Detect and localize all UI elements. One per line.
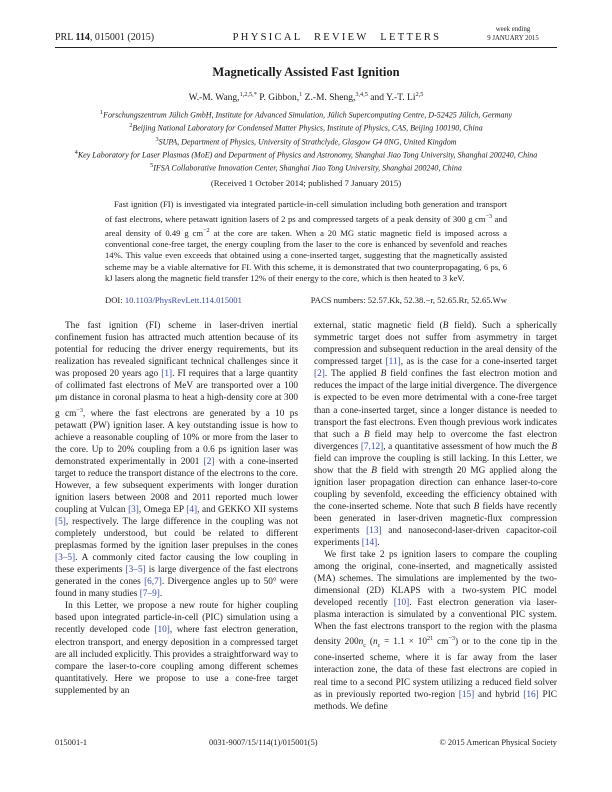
body-paragraph: The fast ignition (FI) scheme in laser-driven inertial confinement fusion has attracted much attention because of its potential for reducing the driver energy requirements, but its realization has revealed significant technical challenges since it was proposed 20 years ago [1]. FI requires that a large quantity of collimated fast electrons of MeV are transported over a 100 μm distance in coronal plasma to heat a high-density core at 300 g $cm^{-3}$, where the fast electrons are generated by a 10 ps petawatt (PW) ignition laser. A key outstanding issue is how to achieve a reasonable coupling of 10% or more from the laser to the core. Up to 20% coupling from a 0.6 ps ignition laser was demonstrated experimentally in 2001 [2] with a cone-inserted target to reduce the transport distance of the electrons to the core. However, a few subsequent experiments with longer duration ignition lasers between 2008 and 2011 reported much lower coupling at Vulcan [3], Omega EP [4], and GEKKO XII systems [5], respectively. The large difference in the coupling was not completely understood, but could be related to different preplasmas formed by the ignition laser prepulses in the cones [3–5]. A commonly cited factor causing the low coupling in these experiments [3–5] is large divergence of the fast electrons generated in the cones [6,7]. Divergence angles up to 50° were found in many studies [7–9]. bbox=[55, 321, 299, 600]
paper-title: Magnetically Assisted Fast Ignition bbox=[212, 65, 400, 79]
body-paragraph: external, static magnetic field (B field). Such a spherically symmetric target does not suffer from asymmetry in target compression and subsequent reduction in the areal density of the compressed target [11], as is the case for a cone-inserted target [2]. The applied B field confines the fast electron motion and reduces the impact of the large initial divergence. The divergence is expected to be even more detrimental with a cone-free target than a cone-inserted target, since a longer distance is needed to transport the fast electrons. Even though previous work indicates that such a B field may help to overcome the fast electron divergences [7,12], a quantitative assessment of how much the B field can improve the coupling is still lacking. In this Letter, we show that the B field with strength 20 MG applied along the ignition laser propagation direction can enhance laser-to-core coupling by sevenfold, exceeding the efficiency obtained with the cone-inserted scheme. Note that such B fields have recently been generated in laser-driven magnetic-flux compression experiments [13] and nanosecond-laser-driven capacitor-coil experiments [14]. bbox=[314, 321, 558, 549]
citation-link[interactable]: [3–5] bbox=[125, 565, 146, 576]
citation-link[interactable]: [14] bbox=[361, 538, 378, 549]
citation-link[interactable]: [3–5] bbox=[55, 553, 76, 564]
citation-link[interactable]: [2] bbox=[203, 456, 215, 467]
author-line: W.-M. Wang,$^{1,2,5,*}$ P. Gibbon,$^1$ Z.-M. Sheng,$^{3,4,5}$ and Y.-T. Li$^{2,5}$ bbox=[188, 91, 424, 104]
citation-link[interactable]: [6,7] bbox=[144, 577, 162, 588]
affiliation-item: $^3$SUPA, Department of Physics, University of Strathclyde, Glasgow G4 0NG, United Kingdom bbox=[155, 135, 457, 147]
footer-issn: 0031-9007/15/114(1)/015001(5) bbox=[209, 738, 318, 747]
doi-pacs-row bbox=[105, 295, 507, 305]
footer bbox=[55, 738, 557, 747]
citation-link[interactable]: [16] bbox=[523, 689, 539, 700]
page-header bbox=[55, 0, 557, 43]
body-paragraph: We first take 2 ps ignition lasers to compare the coupling among the original, cone-inserted, and magnetically assisted (MA) schemes. The simulations are implemented by the two-dimensional (2D) KLAPS with a two-system PIC model developed recently [10]. Fast electron generation via laser-plasma interaction is simulated by a conventional PIC system. When the fast electrons transport to the region with the plasma density $200n_c$ ($n_c = 1.1 \times 10^{21}$ $cm^{-3}$) or to the cone tip in the cone-inserted scheme, where it is far away from the laser interaction zone, the data of these fast electrons are copied in real time to a second PIC system utilizing a reduced field solver as in previously reported two-region [15] and hybrid [16] PIC methods. We define bbox=[314, 550, 558, 712]
abstract: Fast ignition (FI) is investigated via integrated particle-in-cell simulation including both generation and transport of fast electrons, where petawatt ignition lasers of 2 ps and compressed targets of a peak density of 300 g $cm^{-3}$ and areal density of 0.49 g $cm^{-2}$ at the core are taken. When a 20 MG static magnetic field is imposed across a conventional cone-free target, the energy coupling from the laser to the core is enhanced by sevenfold and reaches 14%. This value even exceeds that obtained using a cone-inserted target, suggesting that the magnetically assisted scheme may be a viable alternative for FI. With this scheme, it is demonstrated that two counterpropagating, 6 ps, 6 kJ lasers along the magnetic field transfer 12% of their energy to the core, which is then heated to 3 keV. bbox=[105, 199, 507, 283]
doi-link[interactable]: 10.1103/PhysRevLett.114.015001 bbox=[124, 295, 242, 306]
citation-link[interactable]: [15] bbox=[458, 689, 475, 700]
citation-link[interactable]: [3] bbox=[128, 505, 139, 515]
doi-label: DOI: bbox=[105, 295, 123, 306]
body-columns bbox=[55, 320, 557, 712]
body-paragraph: In this Letter, we propose a new route for higher coupling based upon integrated particle-in-cell (PIC) simulation using a recently developed code [10], where fast electron generation, electron transport, and energy deposition in a compressed target are all included explicitly. This provides a straightforward way to compare the laser-to-core coupling among different schemes quantitatively. Here we propose to use a cone-free target supplemented by an bbox=[55, 601, 298, 696]
journal-name: PHYSICAL REVIEW LETTERS bbox=[232, 32, 442, 43]
citation-link[interactable]: [13] bbox=[366, 526, 382, 536]
citation-link[interactable]: [4] bbox=[186, 505, 198, 515]
header-rule bbox=[55, 47, 557, 48]
left-column bbox=[55, 320, 298, 712]
week-ending bbox=[469, 26, 557, 43]
affiliation-item: $^1$Forschungszentrum Jülich GmbH, Institute for Advanced Simulation, Jülich Supercomputing Centre, D-52425 Jülich, Germany bbox=[99, 109, 513, 120]
citation-link[interactable]: [10] bbox=[154, 625, 170, 636]
affiliation-item: $^5$IFSA Collaborative Innovation Center, Shanghai Jiao Tong University, Shanghai 200240, China bbox=[150, 162, 462, 173]
affiliation-list bbox=[55, 108, 557, 174]
footer-page-number: 015001-1 bbox=[55, 738, 88, 747]
citation-link[interactable]: [11] bbox=[385, 357, 401, 368]
citation-link[interactable]: [2] bbox=[314, 369, 325, 380]
right-column bbox=[314, 320, 557, 712]
received-date: (Received 1 October 2014; published 7 January 2015) bbox=[210, 178, 402, 189]
citation-link[interactable]: [5] bbox=[55, 517, 66, 528]
citation-link[interactable]: [7,12] bbox=[360, 441, 384, 452]
week-ending-line1: week ending bbox=[495, 26, 531, 33]
week-ending-line2: 9 JANUARY 2015 bbox=[487, 34, 539, 42]
footer-copyright: © 2015 American Physical Society bbox=[439, 738, 557, 747]
journal-ref: PRL 114, 015001 (2015) bbox=[55, 32, 155, 43]
doi-line bbox=[105, 295, 242, 305]
affiliation-item: $^4$Key Laboratory for Laser Plasmas (MoE) and Department of Physics and Astronomy, Shanghai Jiao Tong University, Shanghai 200240, China bbox=[74, 148, 538, 160]
citation-link[interactable]: [7–9] bbox=[139, 589, 160, 600]
citation-link[interactable]: [10] bbox=[393, 598, 410, 609]
pacs-numbers: PACS numbers: 52.57.Kk, 52.38.−r, 52.65.Rr, 52.65.Ww bbox=[310, 295, 507, 306]
citation-link[interactable]: [1] bbox=[161, 369, 173, 380]
affiliation-item: $^2$Beijing National Laboratory for Condensed Matter Physics, Institute of Physics, CAS, Beijing 100190, China bbox=[129, 122, 483, 134]
